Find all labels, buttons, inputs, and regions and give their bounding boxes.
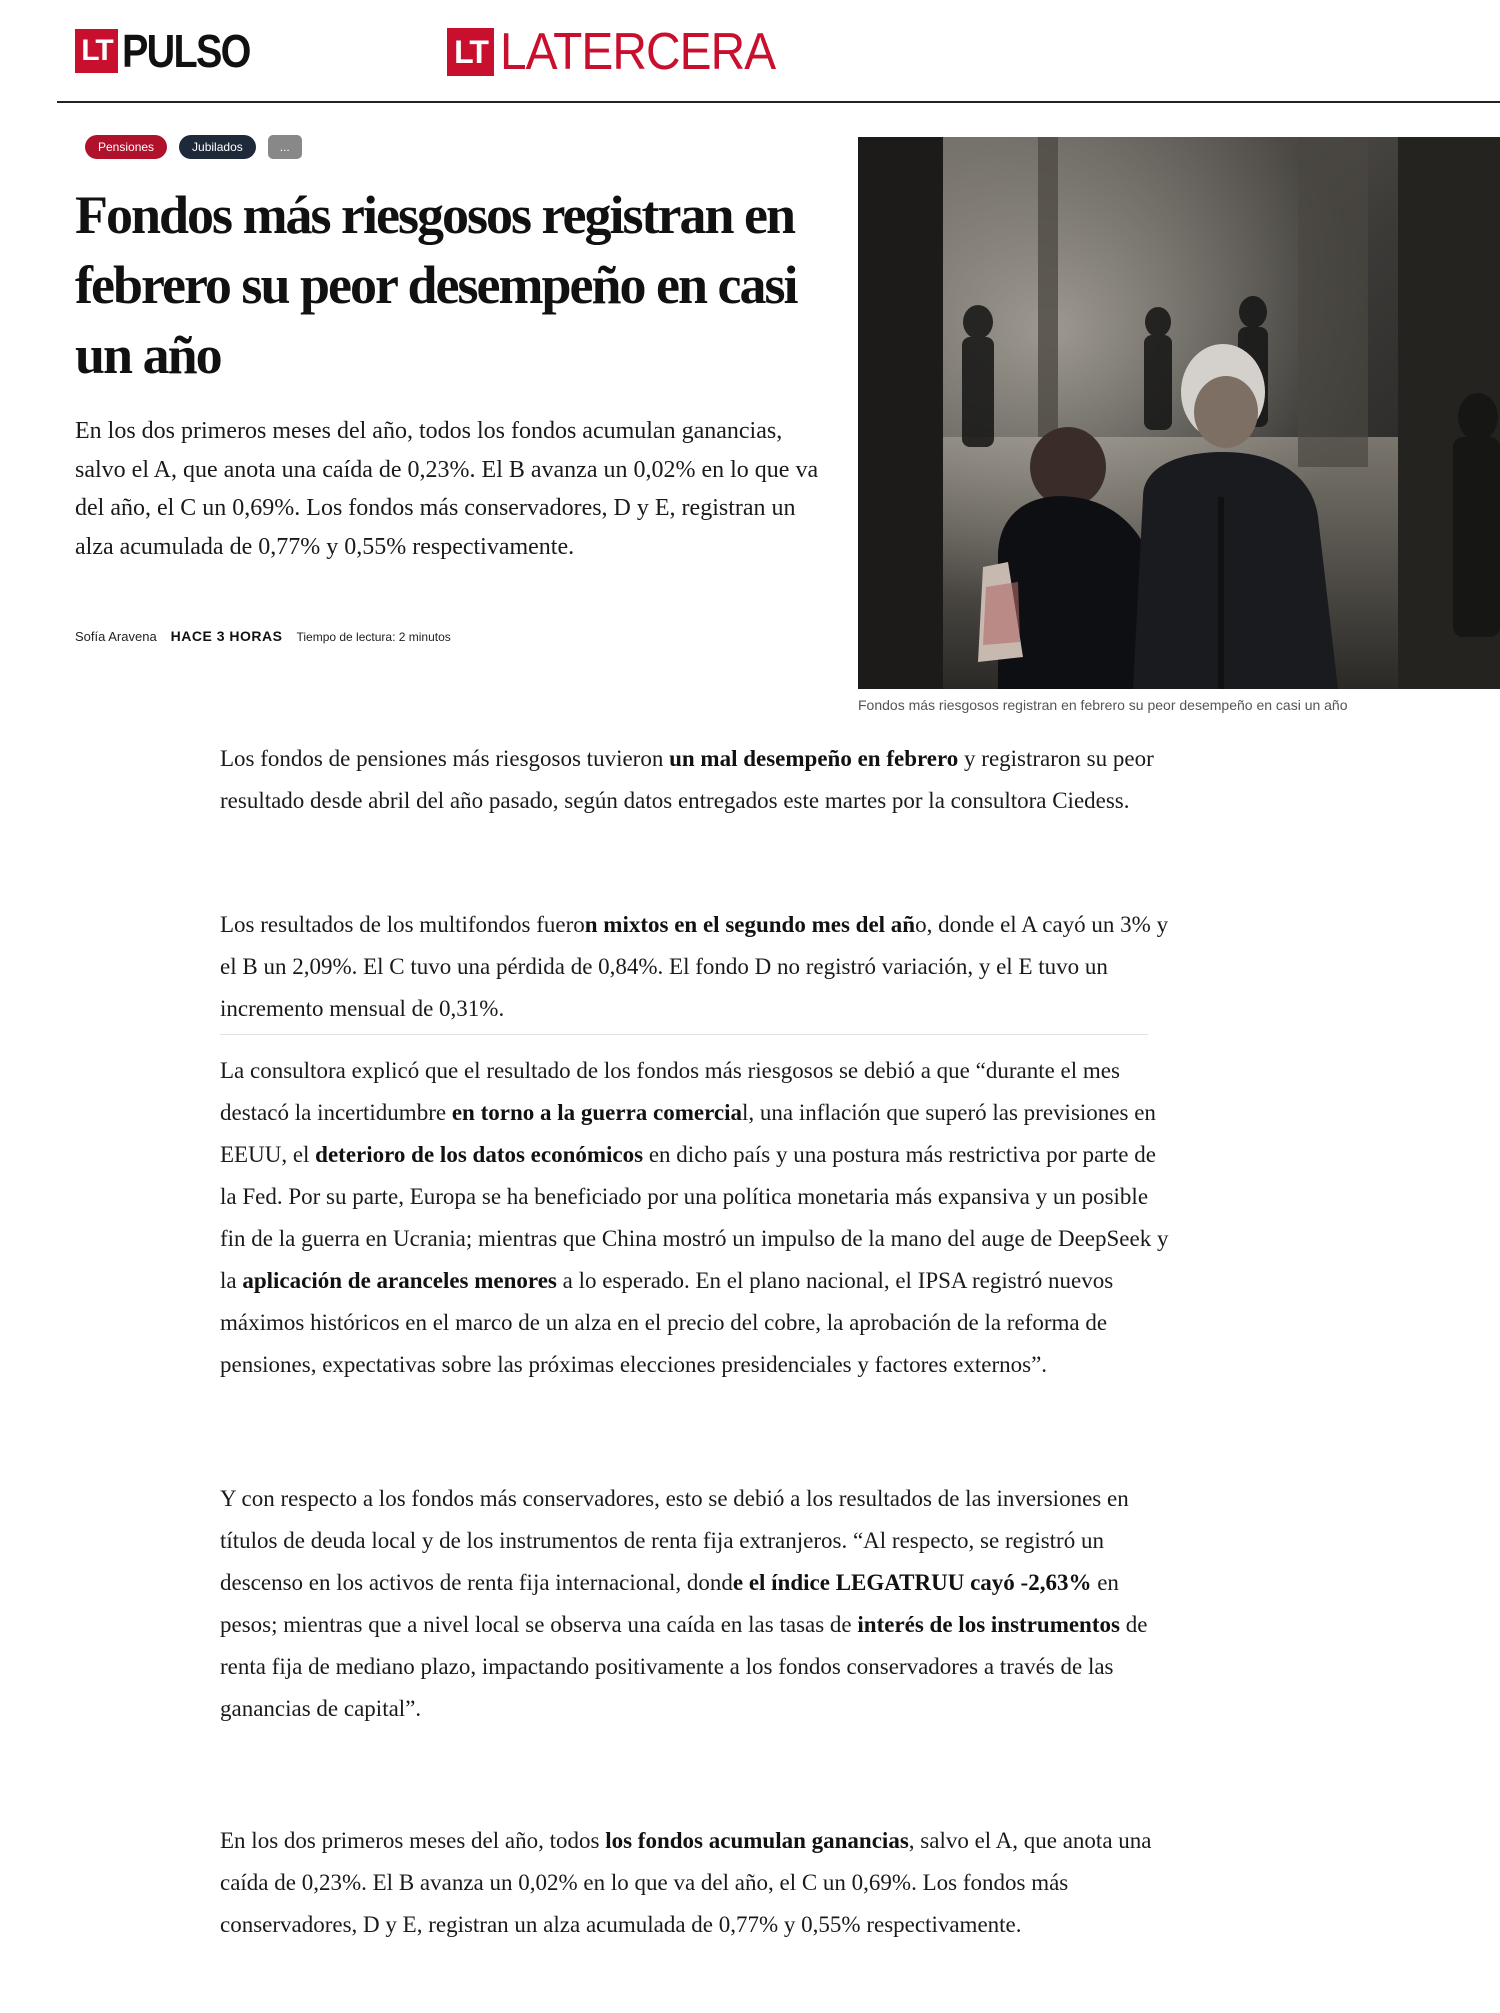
bold-text: deterioro de los datos económicos bbox=[315, 1142, 644, 1167]
paragraph-1 bbox=[220, 738, 1172, 822]
hero-photo[interactable] bbox=[858, 137, 1500, 689]
publish-time: HACE 3 HORAS bbox=[170, 628, 283, 644]
bold-text: en torno a la guerra comercia bbox=[451, 1100, 743, 1125]
tag-jubilados[interactable]: Jubilados bbox=[179, 135, 256, 159]
text-run: de renta fija de mediano plazo, impactando positivamente a los fondos conservadores a través de las ganancias de capital”. bbox=[220, 1612, 1148, 1721]
paragraph-3 bbox=[220, 1050, 1172, 1386]
header-divider bbox=[57, 101, 1500, 103]
tag-pensiones[interactable]: Pensiones bbox=[85, 135, 167, 159]
image-caption: Fondos más riesgosos registran en febrero su peor desempeño en casi un año bbox=[858, 697, 1348, 713]
pulso-logo[interactable] bbox=[75, 25, 270, 77]
text-run: o, donde el A cayó un 3% y el B un 2,09%. El C tuvo una pérdida de 0,84%. El fondo D no registró variación, y el E tuvo un incremento mensual de 0,31%. bbox=[220, 912, 1169, 1021]
bold-text: aplicación de aranceles menores bbox=[242, 1268, 557, 1293]
text-run: , salvo el A, que anota una caída de 0,23%. El B avanza un 0,02% en lo que va del año, el C un 0,69%. Los fondos más conservadores, D y E, registran un alza acumulada de 0,77% y 0,55% respectivamente. bbox=[220, 1828, 1152, 1937]
bold-text: interés de los instrumentos bbox=[857, 1612, 1120, 1637]
text-run: l, una inflación que superó las previsiones en EEUU, el bbox=[220, 1100, 1156, 1167]
paragraph-4 bbox=[220, 1478, 1172, 1730]
bold-text: los fondos acumulan ganancias bbox=[605, 1828, 909, 1853]
text-run: Y con respecto a los fondos más conservadores, esto se debió a los resultados de las inversiones en títulos de deuda local y de los instrumentos de renta fija extranjeros. “Al respecto, se registró un descenso en los activos de renta fija internacional, dond bbox=[220, 1486, 1129, 1595]
bold-text: n mixtos en el segundo mes del añ bbox=[584, 912, 916, 937]
text-run: Los resultados de los multifondos fuero bbox=[220, 912, 585, 937]
la-tercera-logo-mark: LT bbox=[447, 28, 494, 76]
paragraph-divider bbox=[220, 1034, 1148, 1035]
author-name[interactable]: Sofía Aravena bbox=[75, 629, 157, 644]
bold-text: un mal desempeño en febrero bbox=[669, 746, 959, 771]
text-run: Los fondos de pensiones más riesgosos tuvieron bbox=[220, 746, 670, 771]
text-run: a lo esperado. En el plano nacional, el IPSA registró nuevos máximos históricos en el marco de un alza en el precio del cobre, la aprobación de la reforma de pensiones, expectativas sobre las próximas elecciones presidenciales y factores externos”. bbox=[220, 1268, 1114, 1377]
pulso-logo-word: PULSO bbox=[122, 25, 250, 77]
paragraph-2 bbox=[220, 904, 1172, 1030]
article-dek: En los dos primeros meses del año, todos los fondos acumulan ganancias, salvo el A, que anota una caída de 0,23%. El B avanza un 0,02% en lo que va del año, el C un 0,69%. Los fondos más conservadores, D y E, registran un alza acumulada de 0,77% y 0,55% respectivamente. bbox=[75, 418, 819, 560]
text-run: y registraron su peor resultado desde abril del año pasado, según datos entregados este martes por la consultora Ciedess. bbox=[220, 746, 1154, 813]
hero-photo-illustration bbox=[858, 137, 1500, 689]
reading-time: Tiempo de lectura: 2 minutos bbox=[296, 630, 451, 644]
article-tags bbox=[85, 135, 302, 159]
text-run: La consultora explicó que el resultado de los fondos más riesgosos se debió a que “durante el mes destacó la incertidumbre bbox=[220, 1058, 1120, 1125]
paragraph-5 bbox=[220, 1820, 1172, 1946]
text-run: en dicho país y una postura más restrictiva por parte de la Fed. Por su parte, Europa se ha beneficiado por una política monetaria más expansiva y un posible fin de la guerra en Ucrania; mientras que China mostró un impulso de la mano del auge de DeepSeek y la bbox=[220, 1142, 1169, 1293]
bold-text: e el índice LEGATRUU cayó -2,63% bbox=[732, 1570, 1092, 1595]
article-headline: Fondos más riesgosos registran en febrero su peor desempeño en casi un año bbox=[75, 185, 797, 385]
la-tercera-logo-word: LATERCERA bbox=[500, 23, 776, 81]
text-run: en pesos; mientras que a nivel local se observa una caída en las tasas de bbox=[220, 1570, 1119, 1637]
la-tercera-logo[interactable] bbox=[447, 23, 799, 81]
pulso-logo-mark: LT bbox=[75, 29, 118, 73]
tag-more-button[interactable]: ... bbox=[268, 135, 302, 159]
byline bbox=[75, 628, 451, 644]
text-run: En los dos primeros meses del año, todos bbox=[220, 1828, 606, 1853]
